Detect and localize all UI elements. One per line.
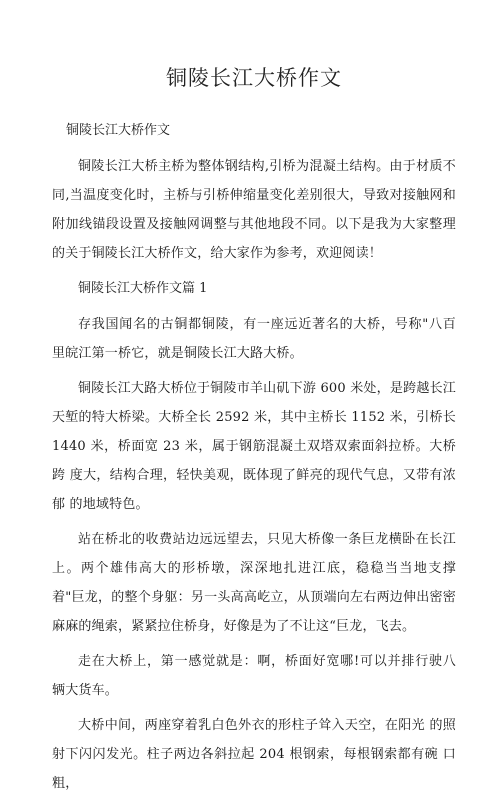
body-paragraph: 存我国闻名的古铜都铜陵，有一座远近著名的大桥，号称"八百 里皖江第一桥它，就是铜陵长江大路大桥。 bbox=[52, 317, 456, 361]
body-paragraph: 大桥中间，两座穿着乳白色外衣的形柱子耸入天空，在阳光 的照射下闪闪发光。柱子两边各斜拉起 204 根钢索，每根钢索都有碗 口粗， bbox=[52, 718, 456, 791]
document-title: 铜陵长江大桥作文 bbox=[166, 66, 342, 90]
section-heading: 铜陵长江大桥作文篇 1 bbox=[78, 281, 208, 296]
body-paragraph: 铜陵长江大路大桥位于铜陵市羊山矶下游 600 米处，是跨越长江 天堑的特大桥梁。大桥全长 2592 米，其中主桥长 1152 米，引桥长 1440 米，桥面宽 23 米，属于钢筋混凝土双塔双索面斜拉桥。大桥跨 度大，结构合理，轻快美观，既体现了鲜亮的现代气息，又带有浓郁 的地域特色。 bbox=[52, 381, 456, 512]
body-paragraph: 走在大桥上，第一感觉就是：啊，桥面好宽哪!可以并排行驶八 辆大货车。 bbox=[52, 654, 456, 698]
document-subtitle: 铜陵长江大桥作文 bbox=[66, 123, 171, 138]
body-paragraph: 站在桥北的收费站边远远望去，只见大桥像一条巨龙横卧在长江 上。两个雄伟高大的形桥墩，深深地扎进江底，稳稳当当地支撑 着"巨龙，的整个身躯：另一头高高屹立，从顶端向左右两边伸出密密 麻麻的绳索，紧紧拉住桥身，好像是为了不让这“巨龙，飞去。 bbox=[52, 532, 456, 634]
intro-paragraph: 铜陵长江大桥主桥为整体钢结构,引桥为混凝土结构。由于材质不同,当温度变化时，主桥与引桥伸缩量变化差别很大，导致对接触网和 附加线锚段设置及接触网调整与其他地段不同。以下是我为大家整理 的关于铜陵长江大桥作文，给大家作为参考，欢迎阅读！ bbox=[52, 159, 456, 261]
